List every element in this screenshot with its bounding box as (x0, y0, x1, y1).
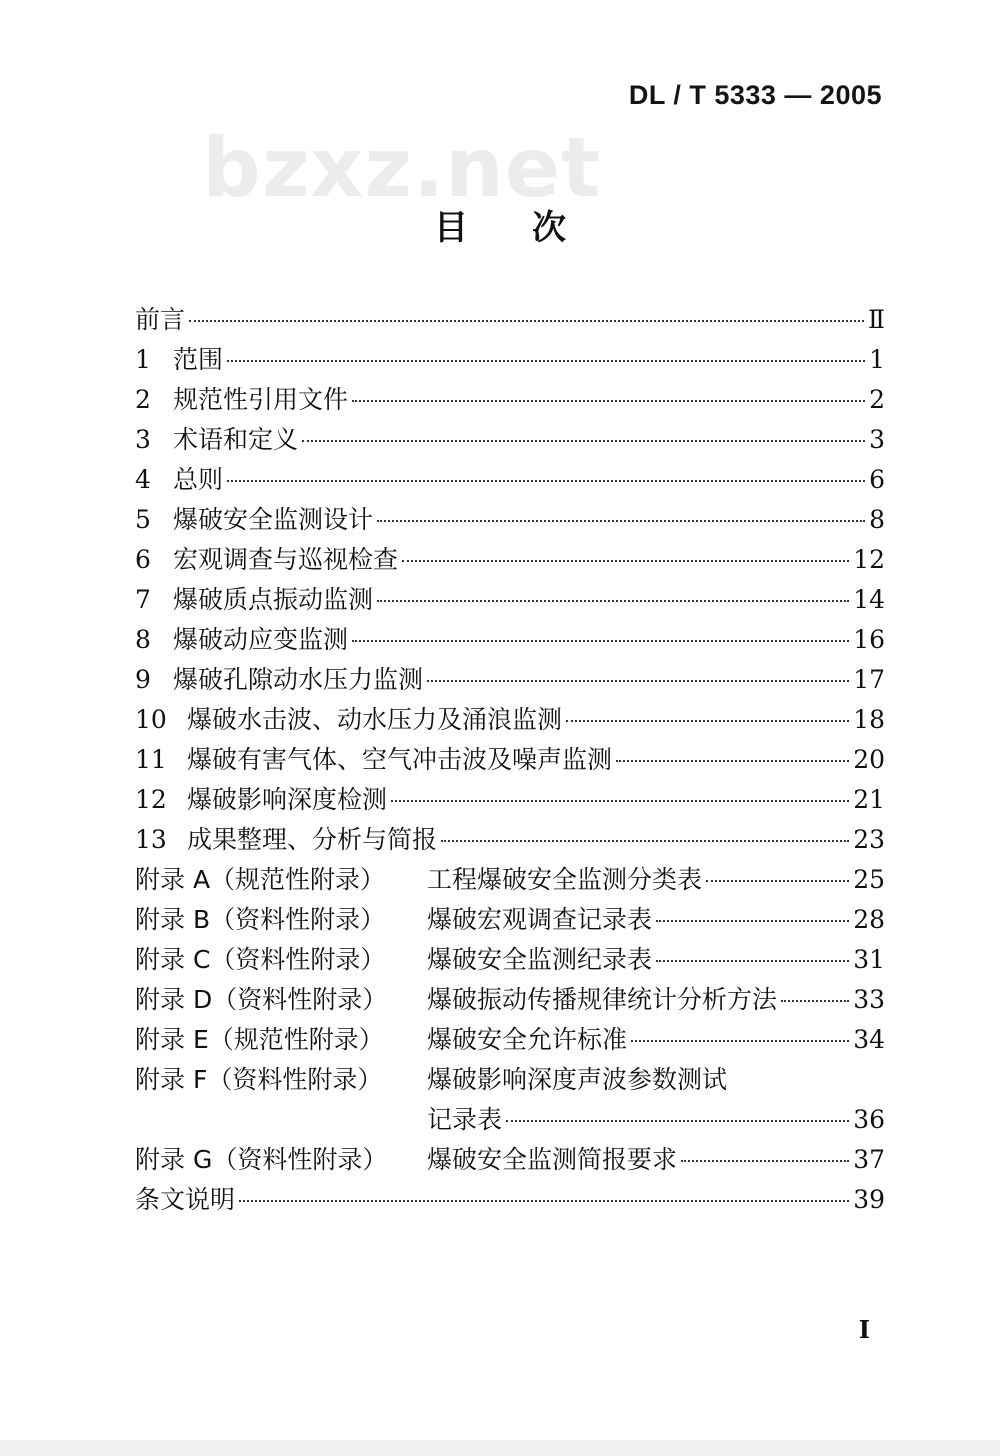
toc-entry-appendix-c[interactable] (135, 940, 885, 980)
toc-entry-chapter-9[interactable] (135, 660, 885, 700)
toc-entry-number: 1 (135, 345, 151, 374)
dot-leader (227, 480, 865, 482)
page-number: I (858, 1315, 870, 1344)
appendix-designation: 附录 E（规范性附录） (135, 1025, 384, 1054)
toc-entry-chapter-10[interactable] (135, 700, 885, 740)
appendix-designation: 附录 F（资料性附录） (135, 1065, 383, 1094)
toc-entry-label: 爆破影响深度检测 (187, 785, 388, 814)
toc-entry-appendix-e[interactable] (135, 1020, 885, 1060)
dot-leader (227, 360, 865, 362)
appendix-designation: 附录 C（资料性附录） (135, 945, 386, 974)
toc-title: 目次 (434, 208, 630, 248)
appendix-designation: 附录 G（资料性附录） (135, 1145, 388, 1174)
toc-entry-label: 爆破孔隙动水压力监测 (173, 665, 424, 694)
toc-entry-label: 爆破动应变监测 (173, 625, 349, 654)
toc-entry-label: 爆破振动传播规律统计分析方法 (427, 985, 778, 1014)
toc-entry-page: 2 (869, 385, 885, 414)
bottom-scan-band (0, 1440, 1000, 1456)
toc-entry-page: 37 (853, 1145, 885, 1174)
dot-leader (706, 880, 849, 882)
toc-entry-label: 爆破有害气体、空气冲击波及噪声监测 (187, 745, 613, 774)
toc-entry-label: 条文说明 (135, 1185, 236, 1214)
toc-entry-label: 术语和定义 (173, 425, 299, 454)
toc-entry-number: 3 (135, 425, 151, 454)
toc-entry-page: 17 (853, 665, 885, 694)
toc-entry-number: 6 (135, 545, 151, 574)
dot-leader (391, 800, 849, 802)
table-of-contents (135, 300, 885, 1220)
toc-entry-page: 18 (853, 705, 885, 734)
toc-entry-page: 3 (869, 425, 885, 454)
toc-entry-number: 7 (135, 585, 151, 614)
toc-entry-number: 11 (135, 745, 167, 774)
toc-entry-label: 爆破质点振动监测 (173, 585, 374, 614)
toc-entry-number: 12 (135, 785, 167, 814)
toc-entry-appendix-f-continued[interactable] (135, 1100, 885, 1140)
toc-entry-label: 爆破影响深度声波参数测试 (427, 1065, 728, 1094)
dot-leader (441, 840, 849, 842)
toc-entry-page: 14 (853, 585, 885, 614)
dot-leader (781, 1000, 849, 1002)
dot-leader (656, 920, 849, 922)
dot-leader (302, 440, 865, 442)
dot-leader (377, 600, 849, 602)
toc-entry-chapter-12[interactable] (135, 780, 885, 820)
toc-entry-appendix-d[interactable] (135, 980, 885, 1020)
toc-entry-number: 13 (135, 825, 167, 854)
toc-entry-explanation[interactable] (135, 1180, 885, 1220)
toc-entry-page: 25 (853, 865, 885, 894)
appendix-designation: 附录 A（规范性附录） (135, 865, 386, 894)
toc-entry-number: 10 (135, 705, 167, 734)
toc-entry-label: 宏观调查与巡视检查 (173, 545, 399, 574)
toc-entry-label: 爆破安全监测简报要求 (427, 1145, 678, 1174)
toc-entry-chapter-3[interactable] (135, 420, 885, 460)
appendix-designation: 附录 B（资料性附录） (135, 905, 386, 934)
toc-entry-number: 8 (135, 625, 151, 654)
toc-entry-chapter-5[interactable] (135, 500, 885, 540)
toc-entry-page: 12 (853, 545, 885, 574)
toc-entry-number: 9 (135, 665, 151, 694)
toc-entry-page: 33 (853, 985, 885, 1014)
standard-number: DL / T 5333 — 2005 (628, 80, 882, 110)
toc-entry-label: 爆破安全监测纪录表 (427, 945, 653, 974)
toc-entry-label: 前言 (135, 305, 186, 334)
dot-leader (402, 560, 849, 562)
toc-entry-page: 8 (869, 505, 885, 534)
toc-entry-page: 36 (853, 1105, 885, 1134)
toc-entry-label: 总则 (173, 465, 224, 494)
toc-entry-appendix-a[interactable] (135, 860, 885, 900)
watermark: bzxz.net (202, 121, 602, 216)
dot-leader (506, 1120, 849, 1122)
appendix-designation: 附录 D（资料性附录） (135, 985, 388, 1014)
dot-leader (239, 1200, 849, 1202)
toc-entry-page: Ⅱ (868, 305, 885, 334)
toc-entry-label: 爆破水击波、动水压力及涌浪监测 (187, 705, 563, 734)
toc-entry-chapter-2[interactable] (135, 380, 885, 420)
toc-entry-label: 记录表 (427, 1105, 503, 1134)
dot-leader (189, 320, 864, 322)
toc-entry-page: 6 (869, 465, 885, 494)
toc-entry-chapter-13[interactable] (135, 820, 885, 860)
toc-entry-label: 爆破安全允许标准 (427, 1025, 628, 1054)
toc-entry-label: 范围 (173, 345, 224, 374)
toc-entry-page: 34 (853, 1025, 885, 1054)
toc-entry-preface[interactable] (135, 300, 885, 340)
dot-leader (352, 640, 849, 642)
toc-entry-chapter-6[interactable] (135, 540, 885, 580)
toc-entry-chapter-11[interactable] (135, 740, 885, 780)
toc-entry-number: 2 (135, 385, 151, 414)
dot-leader (656, 960, 849, 962)
toc-entry-label: 爆破宏观调查记录表 (427, 905, 653, 934)
dot-leader (377, 520, 865, 522)
toc-entry-page: 21 (853, 785, 885, 814)
toc-entry-page: 39 (853, 1185, 885, 1214)
toc-entry-appendix-g[interactable] (135, 1140, 885, 1180)
toc-entry-page: 20 (853, 745, 885, 774)
toc-entry-appendix-f[interactable] (135, 1060, 885, 1100)
toc-entry-label: 工程爆破安全监测分类表 (427, 865, 703, 894)
toc-entry-page: 1 (869, 345, 885, 374)
toc-entry-page: 31 (853, 945, 885, 974)
dot-leader (427, 680, 849, 682)
toc-entry-label: 成果整理、分析与简报 (187, 825, 438, 854)
toc-entry-label: 规范性引用文件 (173, 385, 349, 414)
toc-entry-label: 爆破安全监测设计 (173, 505, 374, 534)
dot-leader (566, 720, 849, 722)
toc-entry-page: 28 (853, 905, 885, 934)
dot-leader (681, 1160, 849, 1162)
dot-leader (631, 1040, 849, 1042)
toc-entry-chapter-8[interactable] (135, 620, 885, 660)
toc-entry-number: 5 (135, 505, 151, 534)
toc-entry-page: 16 (853, 625, 885, 654)
toc-entry-page: 23 (853, 825, 885, 854)
dot-leader (616, 760, 849, 762)
toc-entry-appendix-b[interactable] (135, 900, 885, 940)
toc-entry-chapter-7[interactable] (135, 580, 885, 620)
toc-entry-chapter-4[interactable] (135, 460, 885, 500)
dot-leader (352, 400, 865, 402)
toc-entry-chapter-1[interactable] (135, 340, 885, 380)
toc-entry-number: 4 (135, 465, 151, 494)
